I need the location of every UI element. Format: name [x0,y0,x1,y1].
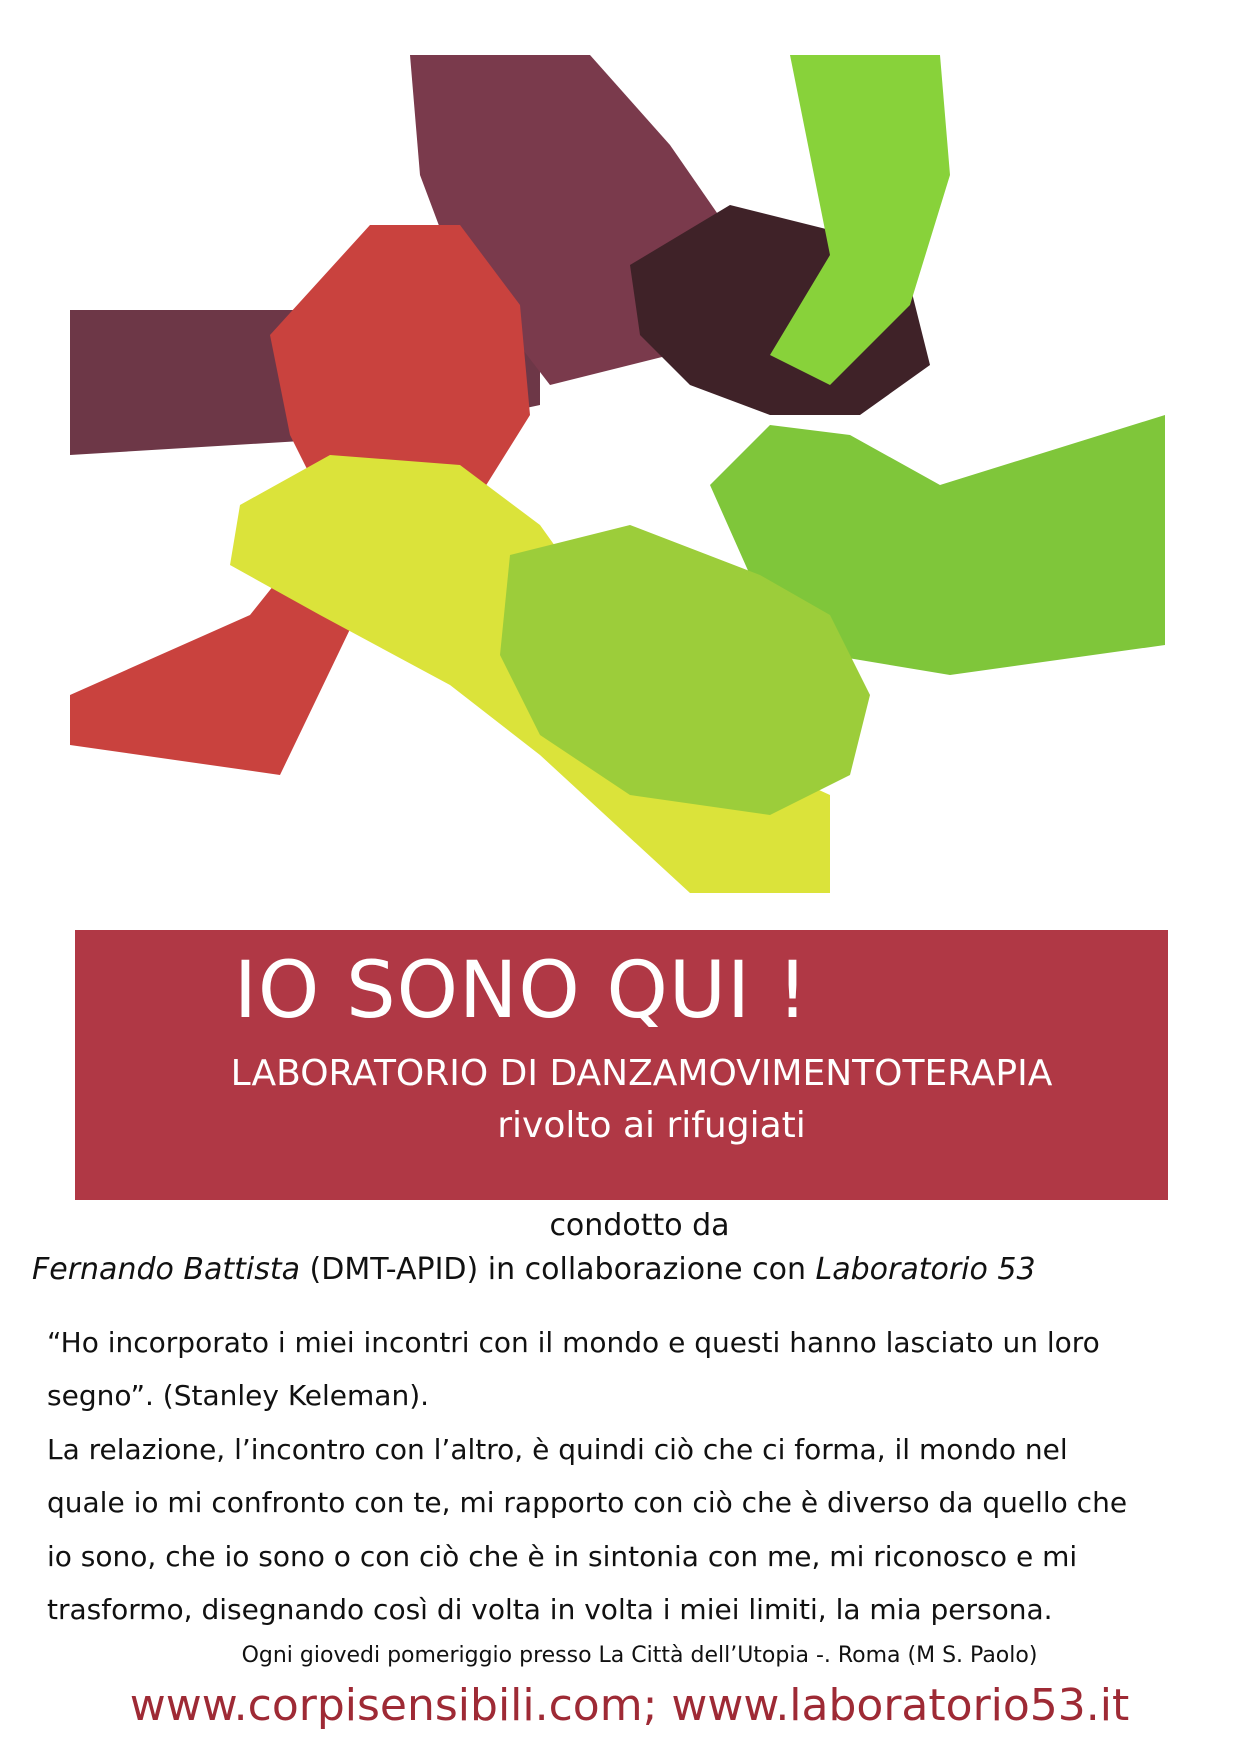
page-title: IO SONO QUI ! [233,946,810,1036]
quote-line: segno”. (Stanley Keleman). [47,1379,430,1413]
credits-line [32,1252,1036,1287]
conducted-by-label: condotto da [549,1208,730,1243]
hands-circle-illustration [70,55,1165,893]
schedule-info: Ogni giovedi pomeriggio presso La Città dell’Utopia -. Roma (M S. Paolo) [241,1643,1038,1668]
title-banner [75,930,1168,1200]
paragraph-line: io sono, che io sono o con ciò che è in sintonia con me, mi riconosco e mi [47,1539,1078,1573]
paragraph-line: quale io mi confronto con te, mi rapporto con ciò che è diverso da quello che [47,1486,1128,1520]
paragraph-line: trasformo, disegnando così di volta in volta i miei limiti, la mia persona. [47,1593,1053,1627]
quote-line: “Ho incorporato i miei incontri con il mondo e questi hanno lasciato un loro [47,1326,1100,1359]
banner-subtitle: LABORATORIO DI DANZAMOVIMENTOTERAPIA [230,1053,1053,1094]
description-text [47,1316,1197,1636]
lightgreen-arm [770,55,950,385]
banner-subtitle-target: rivolto ai rifugiati [497,1105,806,1146]
paragraph-line: La relazione, l’incontro con l’altro, è quindi ciò che ci forma, il mondo nel [47,1432,1068,1466]
website-links: www.corpisensibili.com; www.laboratorio53.it [129,1680,1130,1731]
partner-organization: Laboratorio 53 [815,1252,1036,1287]
conductor-name: Fernando Battista [32,1252,300,1287]
conductor-title: (DMT-APID) in collaborazione con [300,1252,816,1287]
